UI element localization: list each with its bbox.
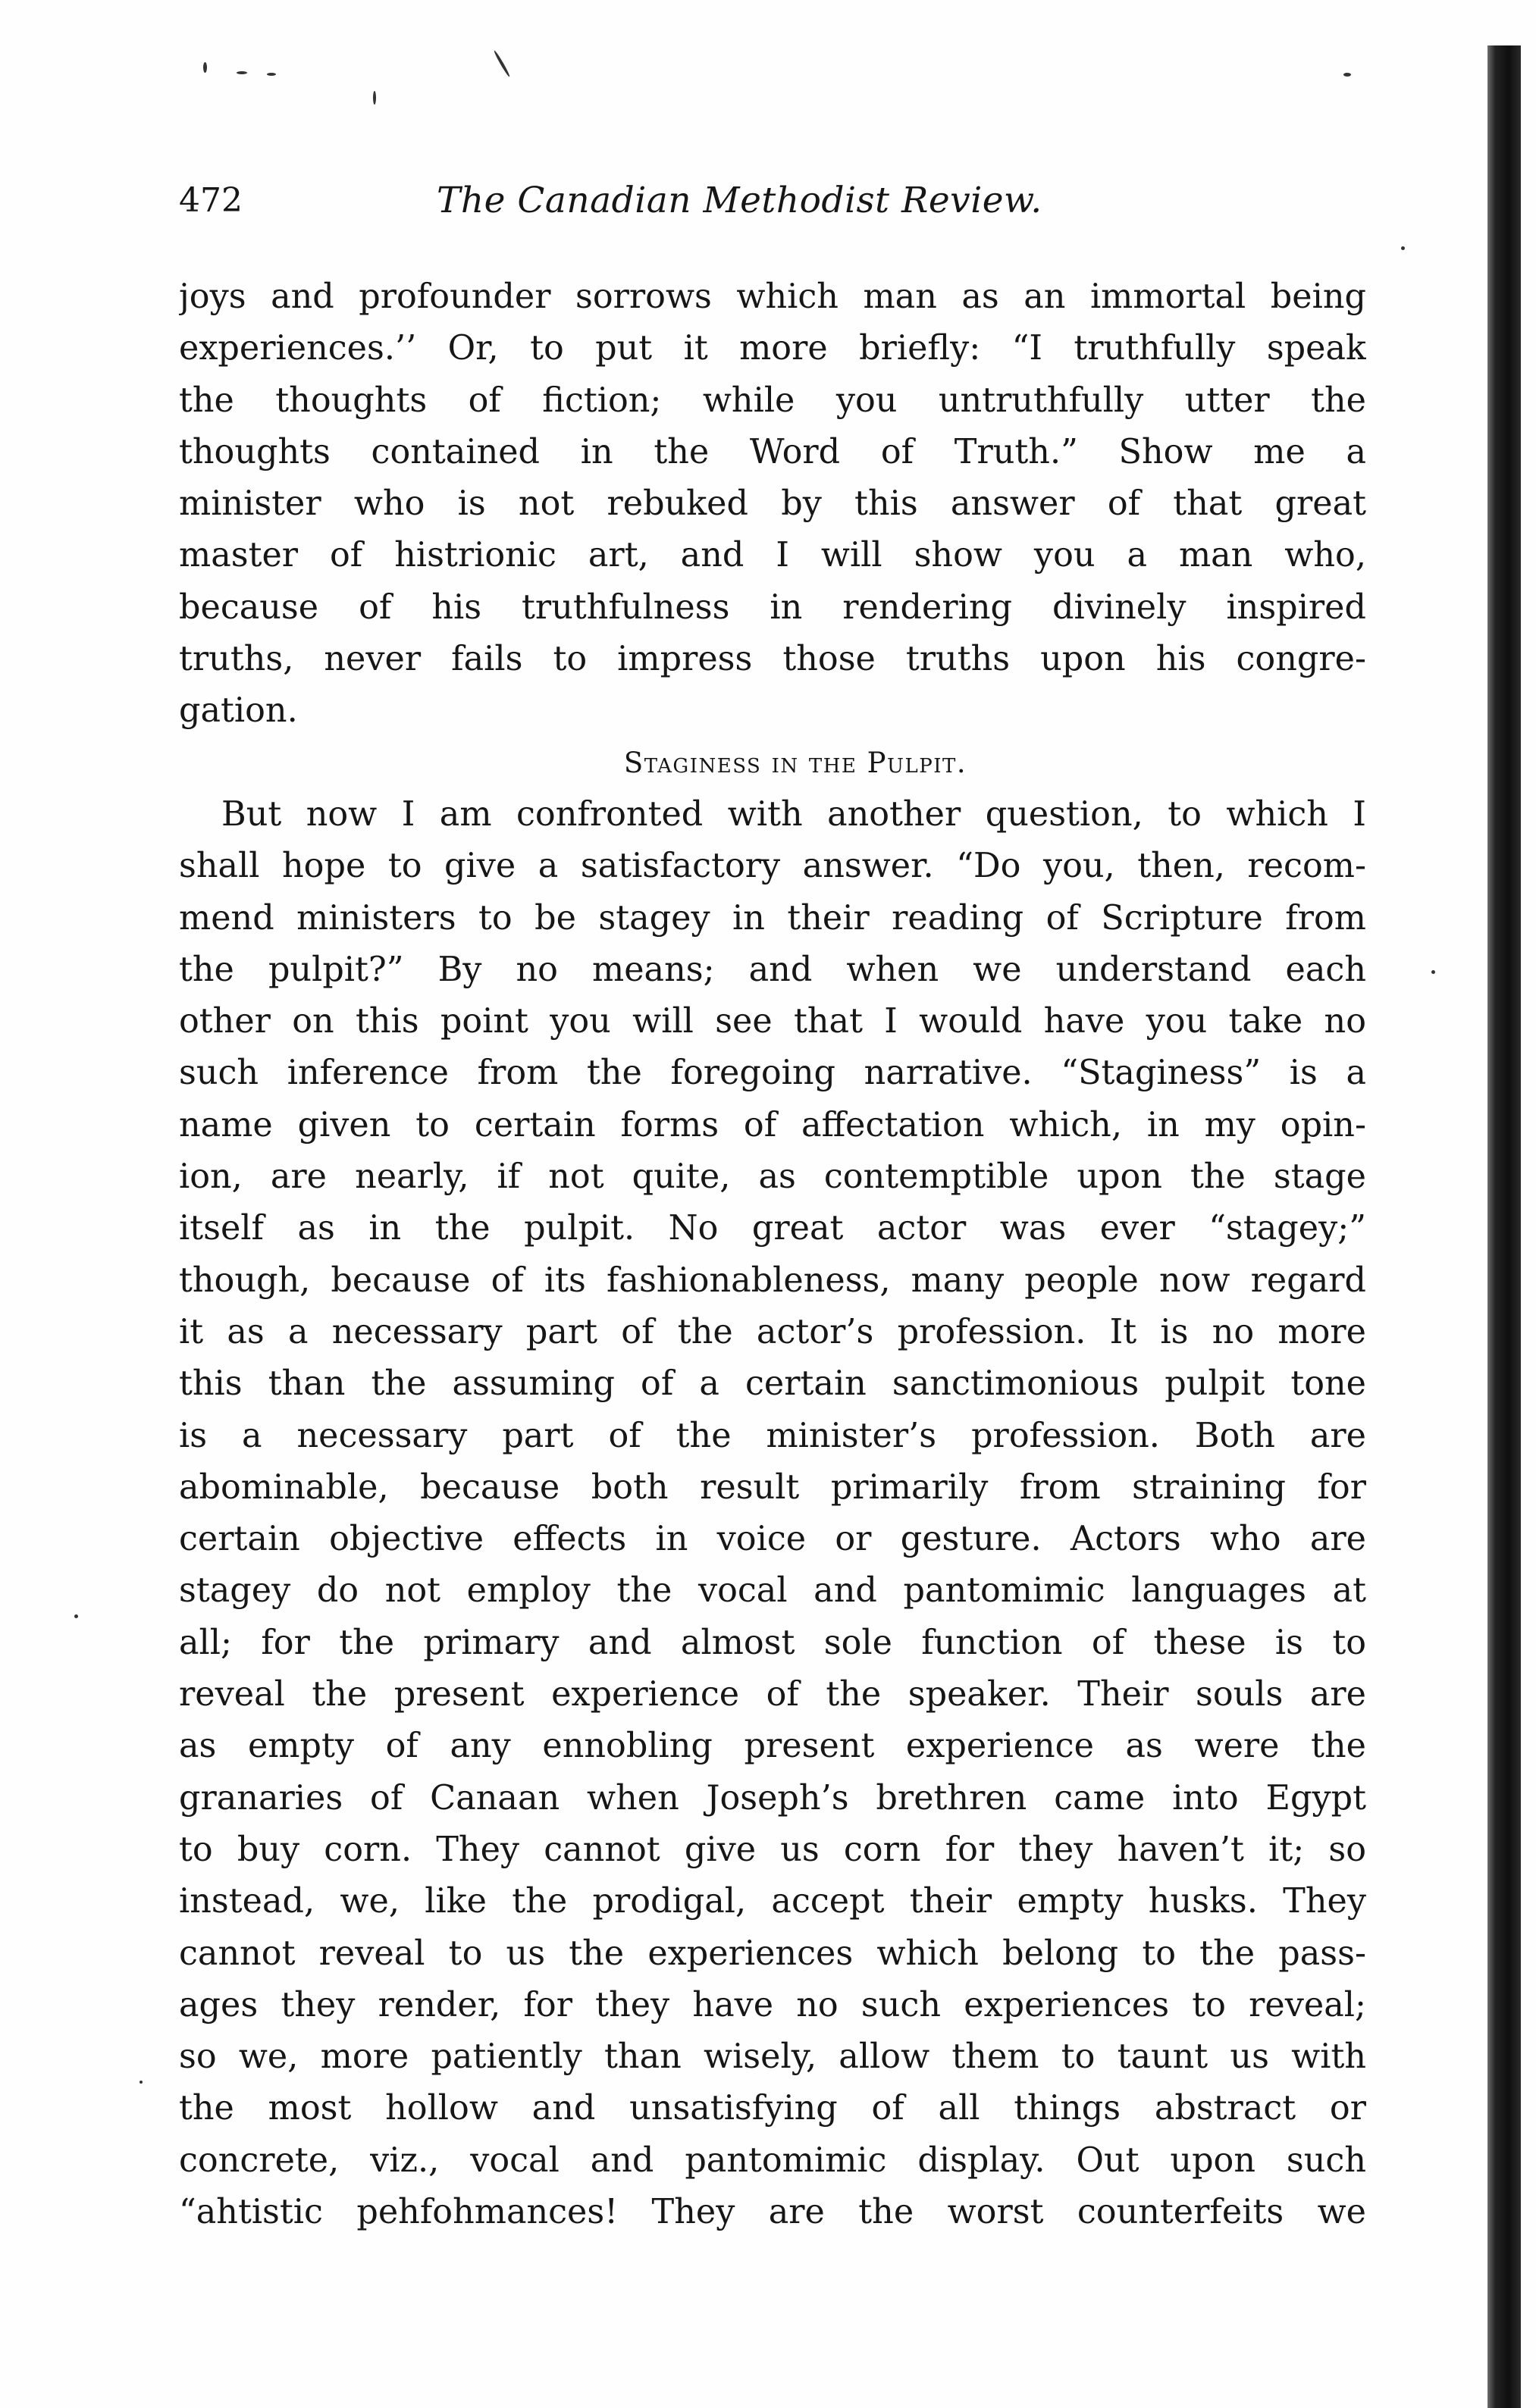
text-line: granaries of Canaan when Joseph’s brethren came into Egypt [179, 1778, 1366, 1818]
scan-speck [493, 50, 510, 78]
text-line: all; for the primary and almost sole function of these is to [179, 1623, 1366, 1662]
text-line: But now I am confronted with another question, to which I [221, 794, 1366, 834]
scan-speck [1431, 970, 1435, 974]
section-heading: Staginess in the Pulpit. [623, 746, 967, 779]
text-line: “ahtistic pehfohmances! They are the worst counterfeits we [179, 2192, 1366, 2231]
text-line: thoughts contained in the Word of Truth.” Show me a [179, 432, 1366, 471]
text-line: truths, never fails to impress those truths upon his congre- [179, 640, 1366, 679]
page-header [179, 178, 1366, 246]
scan-speck [74, 1614, 78, 1618]
text-line: this than the assuming of a certain sanctimonious pulpit tone [179, 1364, 1366, 1404]
text-line: ages they render, for they have no such experiences to reveal; [179, 1985, 1366, 2024]
text-line: minister who is not rebuked by this answer of that great [179, 484, 1366, 524]
text-line: such inference from the foregoing narrative. “Staginess” is a [179, 1054, 1366, 1093]
text-line: is a necessary part of the minister’s profession. Both are [179, 1416, 1366, 1455]
text-line: to buy corn. They cannot give us corn for they haven’t it; so [179, 1830, 1366, 1869]
text-line: it as a necessary part of the actor’s profession. It is no more [179, 1312, 1366, 1351]
text-line: the pulpit?” By no means; and when we understand each [179, 950, 1366, 989]
text-line: gation. [179, 691, 298, 731]
scan-dark-edge [1487, 45, 1521, 2408]
text-line: shall hope to give a satisfactory answer. “Do you, then, recom- [179, 847, 1366, 886]
body-text [179, 271, 1366, 2238]
scan-speck [267, 73, 276, 76]
text-line: other on this point you will see that I would have you take no [179, 1002, 1366, 1041]
scan-margin [1521, 0, 1536, 2408]
text-line: mend ministers to be stagey in their reading of Scripture from [179, 898, 1366, 938]
text-line: cannot reveal to us the experiences which belong to the pass- [179, 1934, 1366, 1973]
text-line: abominable, because both result primarily from straining for [179, 1467, 1366, 1507]
scan-speck [237, 71, 247, 74]
scan-speck [1343, 73, 1351, 77]
text-line: concrete, viz., vocal and pantomimic display. Out upon such [179, 2140, 1366, 2180]
text-line: experiences.’’ Or, to put it more briefly: “I truthfully speak [179, 329, 1366, 368]
page-number: 472 [179, 181, 243, 220]
scan-speck [1401, 246, 1405, 250]
scan-speck [139, 2081, 143, 2084]
text-line: because of his truthfulness in rendering divinely inspired [179, 587, 1366, 627]
text-line: instead, we, like the prodigal, accept their empty husks. They [179, 1882, 1366, 1921]
text-line: the thoughts of fiction; while you untruthfully utter the [179, 380, 1366, 420]
scan-speck [203, 62, 207, 73]
text-line: the most hollow and unsatisfying of all things abstract or [179, 2089, 1366, 2128]
text-line: certain objective effects in voice or gesture. Actors who are [179, 1520, 1366, 1559]
paragraph [179, 789, 1366, 2238]
scan-speck [373, 91, 376, 105]
text-line: though, because of its fashionableness, many people now regard [179, 1260, 1366, 1300]
running-title: The Canadian Methodist Review. [437, 180, 1042, 221]
text-line: stagey do not employ the vocal and pantomimic languages at [179, 1571, 1366, 1611]
paragraph [179, 271, 1366, 737]
text-line: reveal the present experience of the speaker. Their souls are [179, 1675, 1366, 1714]
text-line: itself as in the pulpit. No great actor was ever “stagey;” [179, 1209, 1366, 1248]
text-line: master of histrionic art, and I will show you a man who, [179, 536, 1366, 575]
text-line: joys and profounder sorrows which man as an immortal being [179, 277, 1366, 316]
text-line: ion, are nearly, if not quite, as contemptible upon the stage [179, 1157, 1366, 1197]
text-line: so we, more patiently than wisely, allow them to taunt us with [179, 2037, 1366, 2077]
text-line: name given to certain forms of affectation which, in my opin- [179, 1105, 1366, 1145]
text-line: as empty of any ennobling present experience as were the [179, 1727, 1366, 1766]
